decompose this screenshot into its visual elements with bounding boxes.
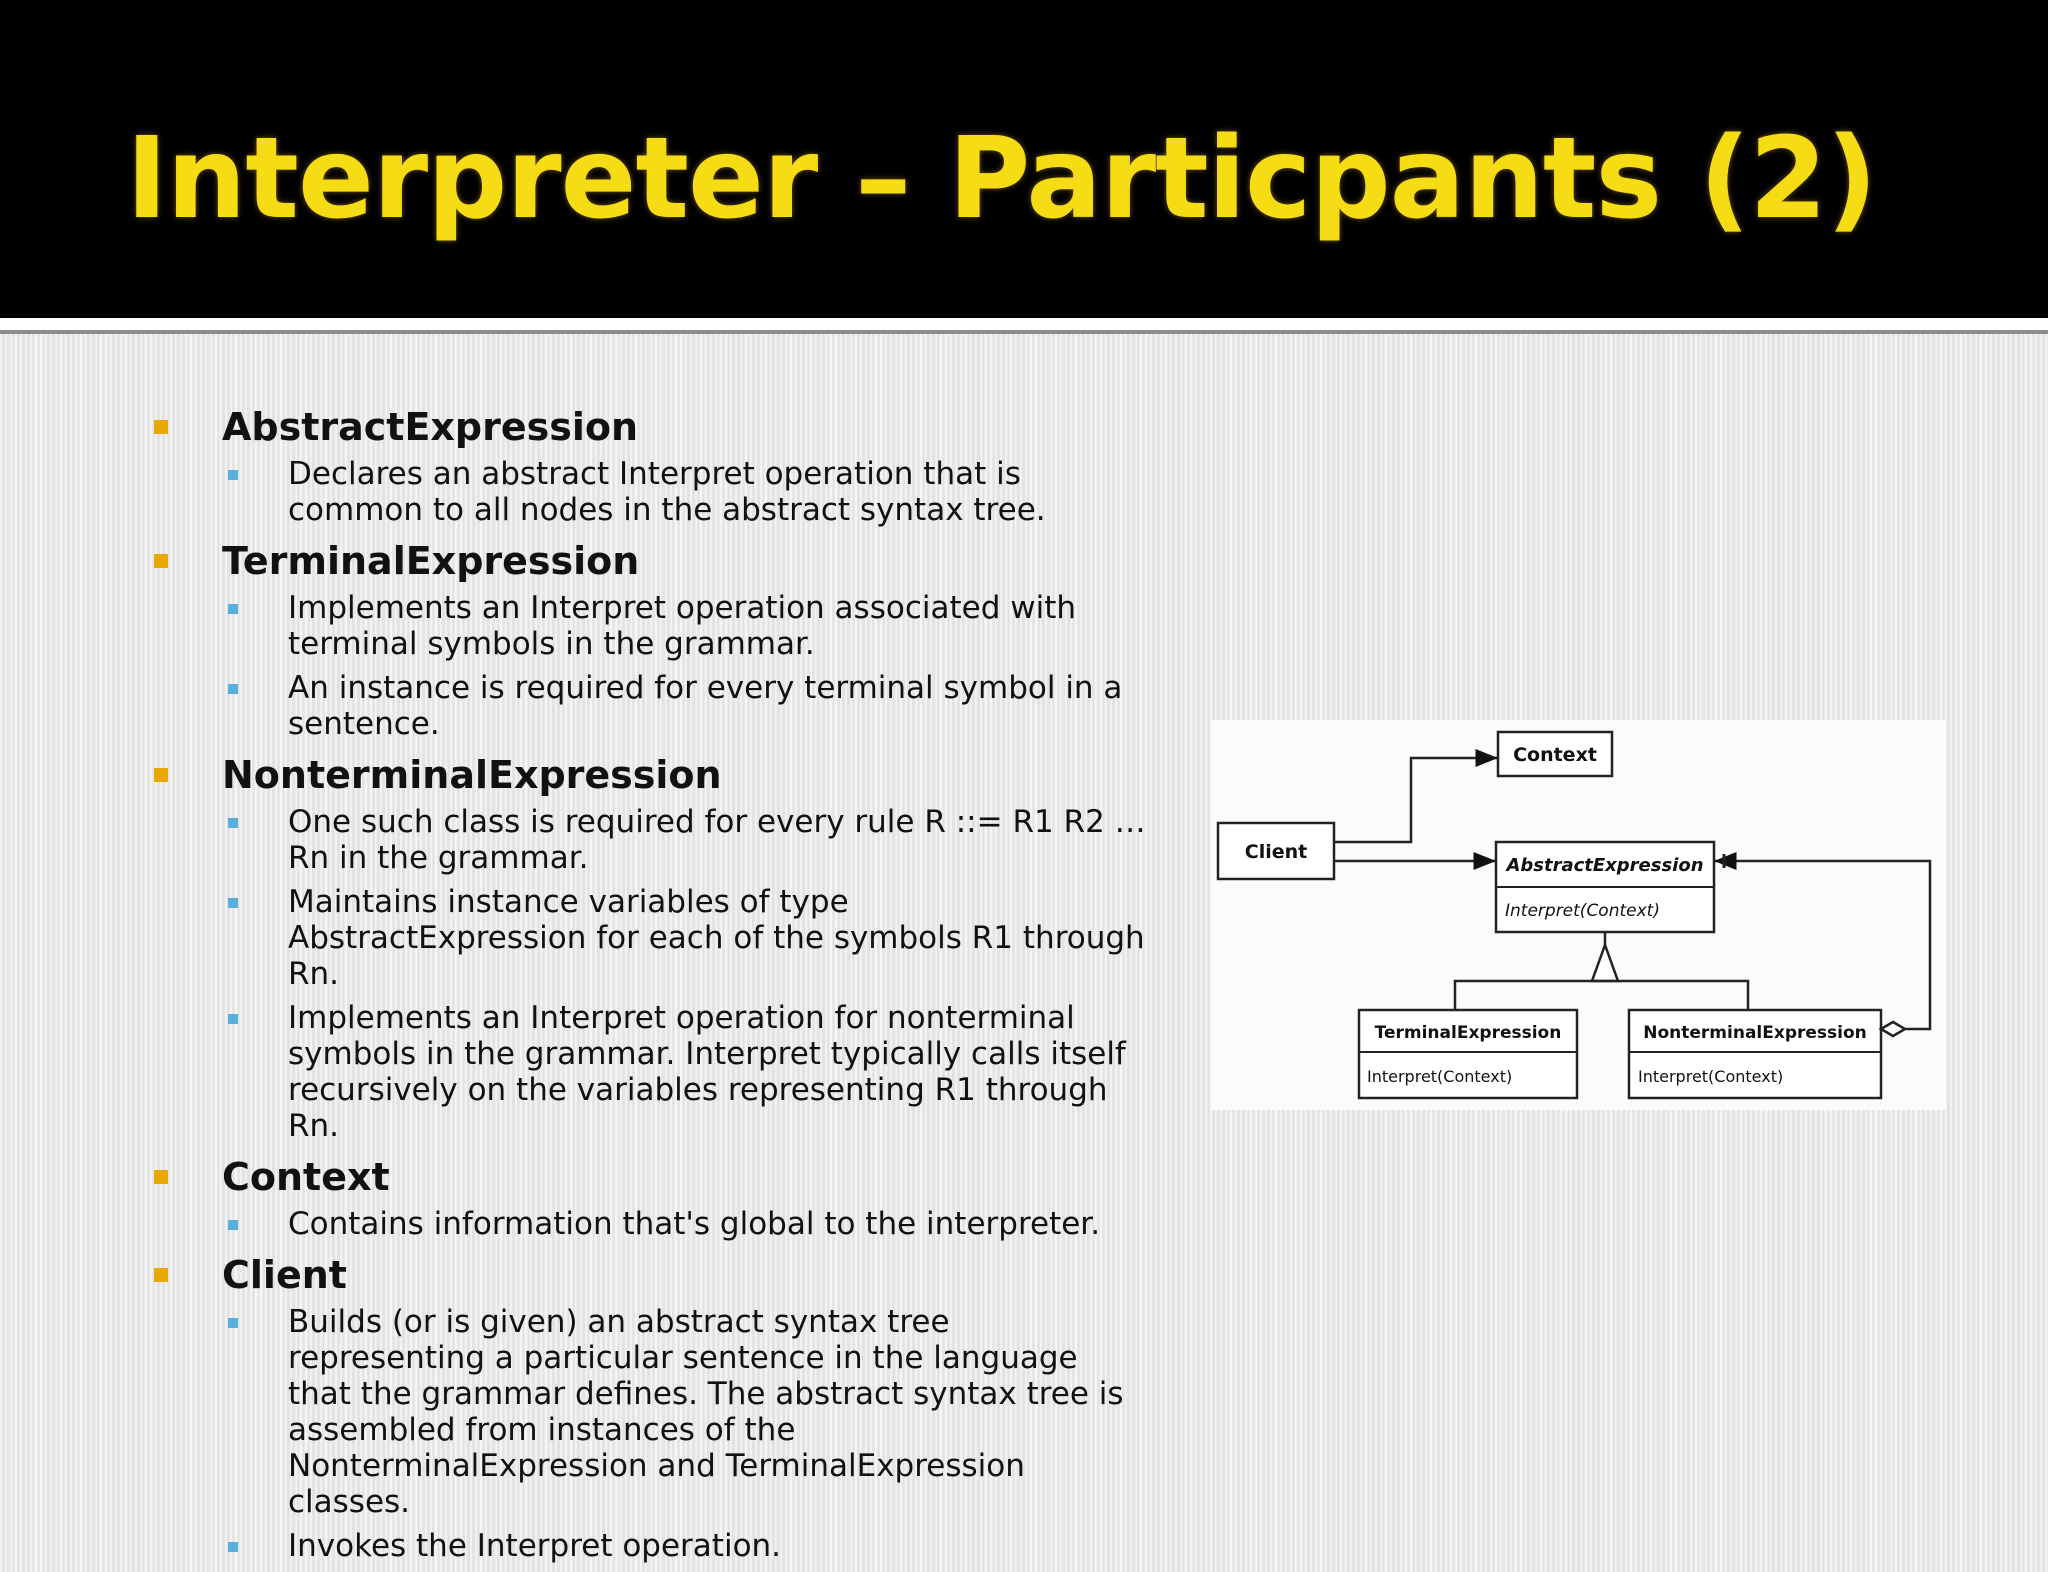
square-bullet-icon	[228, 898, 238, 908]
nonterminal-expression-class-label: NonterminalExpression	[1643, 1023, 1867, 1043]
terminal-expression-class-box	[1359, 1010, 1577, 1098]
participant-point: Maintains instance variables of type AbstractExpression for each of the symbols R1 through Rn.	[288, 884, 1145, 992]
square-bullet-icon	[228, 604, 238, 614]
client-class-label: Client	[1244, 841, 1308, 863]
square-bullet-icon	[154, 1170, 168, 1184]
square-bullet-icon	[228, 470, 238, 480]
client-to-context-arrow	[1334, 758, 1498, 842]
nonterminal-expression-operation: Interpret(Context)	[1638, 1067, 1784, 1086]
header-divider	[0, 318, 2048, 334]
aggregation-connector	[1714, 854, 1930, 1036]
participant-point: Contains information that's global to the interpreter.	[288, 1206, 1101, 1242]
participant-point: An instance is required for every terminal symbol in a sentence.	[288, 670, 1123, 742]
slide-title: Interpreter – Particpants (2)	[126, 114, 1877, 244]
context-class-box	[1498, 732, 1612, 776]
abstract-expression-class-label: AbstractExpression	[1506, 855, 1704, 876]
uml-class-diagram	[1211, 720, 1946, 1110]
abstract-expression-operation: Interpret(Context)	[1505, 901, 1660, 921]
inheritance-connector	[1455, 932, 1748, 1010]
participants-list	[150, 402, 1150, 1572]
nonterminal-expression-class-box	[1629, 1010, 1881, 1098]
participant-point: Implements an Interpret operation for nonterminal symbols in the grammar. Interpret typically calls itself recursively on the variables representing R1 through Rn.	[288, 1000, 1126, 1144]
square-bullet-icon	[228, 684, 238, 694]
participant-nonterminal-expression	[150, 750, 1150, 1144]
participant-point: One such class is required for every rule R ::= R1 R2 … Rn in the grammar.	[288, 804, 1146, 876]
participant-point: Declares an abstract Interpret operation that is common to all nodes in the abstract syntax tree.	[288, 456, 1046, 528]
square-bullet-icon	[228, 1542, 238, 1552]
participant-point: Builds (or is given) an abstract syntax tree representing a particular sentence in the language that the grammar defines. The abstract syntax tree is assembled from instances of the NonterminalExpression and TerminalExpression classes.	[288, 1304, 1124, 1520]
square-bullet-icon	[228, 1220, 238, 1230]
square-bullet-icon	[154, 420, 168, 434]
participant-client	[150, 1250, 1150, 1564]
square-bullet-icon	[154, 554, 168, 568]
square-bullet-icon	[228, 1014, 238, 1024]
abstract-expression-class-box	[1496, 842, 1714, 932]
slide-header	[0, 0, 2048, 318]
terminal-expression-class-label: TerminalExpression	[1374, 1023, 1562, 1043]
participant-abstract-expression	[150, 402, 1150, 528]
participant-point: Invokes the Interpret operation.	[288, 1528, 782, 1564]
participant-name: TerminalExpression	[222, 539, 640, 583]
context-class-label: Context	[1513, 744, 1597, 766]
participant-point: Implements an Interpret operation associated with terminal symbols in the grammar.	[288, 590, 1077, 662]
terminal-expression-operation: Interpret(Context)	[1367, 1067, 1513, 1086]
participant-name: AbstractExpression	[222, 405, 639, 449]
participant-context	[150, 1152, 1150, 1242]
square-bullet-icon	[154, 768, 168, 782]
participant-name: Context	[222, 1155, 390, 1199]
participant-terminal-expression	[150, 536, 1150, 742]
client-class-box	[1218, 823, 1334, 879]
square-bullet-icon	[228, 818, 238, 828]
square-bullet-icon	[228, 1318, 238, 1328]
participant-name: Client	[222, 1253, 347, 1297]
participant-name: NonterminalExpression	[222, 753, 722, 797]
square-bullet-icon	[154, 1268, 168, 1282]
